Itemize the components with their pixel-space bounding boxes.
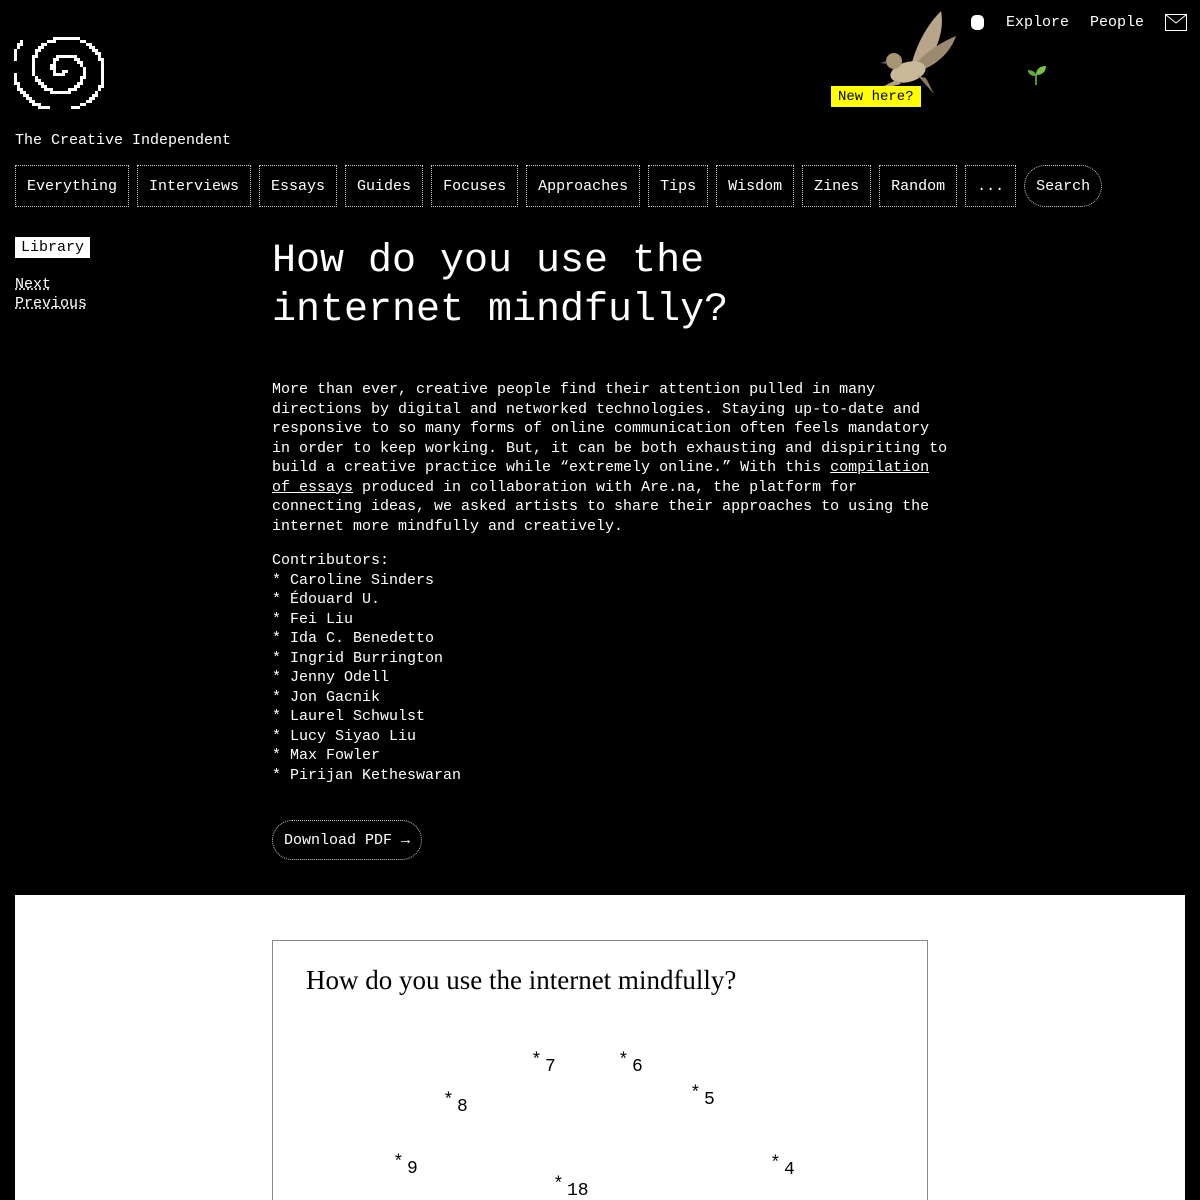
previous-link[interactable]: Previous — [15, 295, 88, 312]
next-link[interactable]: Next — [15, 276, 52, 293]
contributor-item: * Caroline Sinders — [272, 571, 435, 589]
library-badge[interactable]: Library — [15, 237, 90, 258]
contributor-item: * Laurel Schwulst — [272, 708, 426, 725]
spiral-logo-icon[interactable] — [14, 16, 120, 111]
preview-title: How do you use the internet mindfully? — [306, 965, 737, 995]
intro-paragraph — [272, 380, 952, 536]
pdf-cover-preview[interactable]: How do you use the internet mindfully? * 7 * 6 * 5 * 8 * 9 * 4 * 18 — [272, 940, 928, 1200]
dot-number: 9 — [407, 1159, 418, 1179]
nav-interviews[interactable]: Interviews — [137, 165, 251, 207]
explore-link[interactable]: Explore — [1006, 14, 1070, 31]
contributors-list — [272, 551, 461, 785]
dot-number: 4 — [784, 1160, 795, 1180]
people-link[interactable]: People — [1090, 14, 1145, 31]
contributor-item: * Ingrid Burrington — [272, 649, 444, 667]
nav-essays[interactable]: Essays — [259, 165, 337, 207]
contributor-item: * Max Fowler — [272, 747, 381, 764]
dot-number: 5 — [704, 1090, 715, 1110]
nav-focuses[interactable]: Focuses — [431, 165, 518, 207]
contributor-item: * Jenny Odell — [272, 669, 390, 686]
sidebar-links — [15, 276, 87, 314]
nav-guides[interactable]: Guides — [345, 165, 423, 207]
contributor-item: * Jon Gacnik — [272, 688, 381, 706]
new-here-badge[interactable]: New here? — [831, 86, 921, 107]
top-navigation — [970, 13, 1187, 32]
seedling-icon[interactable] — [1024, 62, 1048, 86]
search-button[interactable]: Search — [1024, 165, 1102, 207]
nav-everything[interactable]: Everything — [15, 165, 129, 207]
mail-icon[interactable] — [1165, 14, 1187, 31]
contributor-item: * Ida C. Benedetto — [272, 630, 435, 647]
dot-number: 18 — [567, 1181, 589, 1200]
intro-text-1: More than ever, creative people find their attention pulled in many directions by digital and networked technologies. Staying up-to-date and responsive to so many forms of online communication often feels mandatory in order to keep working. But, it can be both exhausting and dispiriting to build a creative practice while “extremely online.” With this — [272, 381, 948, 476]
contributor-item: * Lucy Siyao Liu — [272, 727, 417, 745]
dot-number: 6 — [632, 1057, 643, 1077]
dot-number: 7 — [545, 1057, 556, 1077]
nav-more[interactable]: ... — [965, 165, 1016, 207]
category-nav — [15, 165, 1110, 207]
dot-number: 8 — [457, 1097, 468, 1117]
nav-wisdom[interactable]: Wisdom — [716, 165, 794, 207]
arena-icon[interactable] — [970, 13, 985, 32]
nav-tips[interactable]: Tips — [648, 165, 708, 207]
contributors-label: Contributors: — [272, 552, 390, 569]
nav-approaches[interactable]: Approaches — [526, 165, 640, 207]
nav-zines[interactable]: Zines — [802, 165, 871, 207]
nav-random[interactable]: Random — [879, 165, 957, 207]
site-name[interactable]: The Creative Independent — [15, 132, 232, 149]
page-title — [272, 237, 728, 335]
preview-panel — [15, 895, 1185, 1200]
contributor-item: * Fei Liu — [272, 610, 354, 628]
compilation-link[interactable]: compilation of essays — [272, 459, 930, 496]
title-line-1: How do you use the — [272, 239, 705, 284]
intro-text-2: produced in collaboration with Are.na, the platform for connecting ideas, we asked artists to share their approaches to using the internet more mindfully and creatively. — [272, 478, 930, 535]
contributor-item: * Édouard U. — [272, 591, 381, 608]
title-line-2: internet mindfully? — [272, 288, 729, 333]
contributor-item: * Pirijan Ketheswaran — [272, 766, 462, 784]
download-pdf-button[interactable]: Download PDF → — [272, 820, 422, 860]
